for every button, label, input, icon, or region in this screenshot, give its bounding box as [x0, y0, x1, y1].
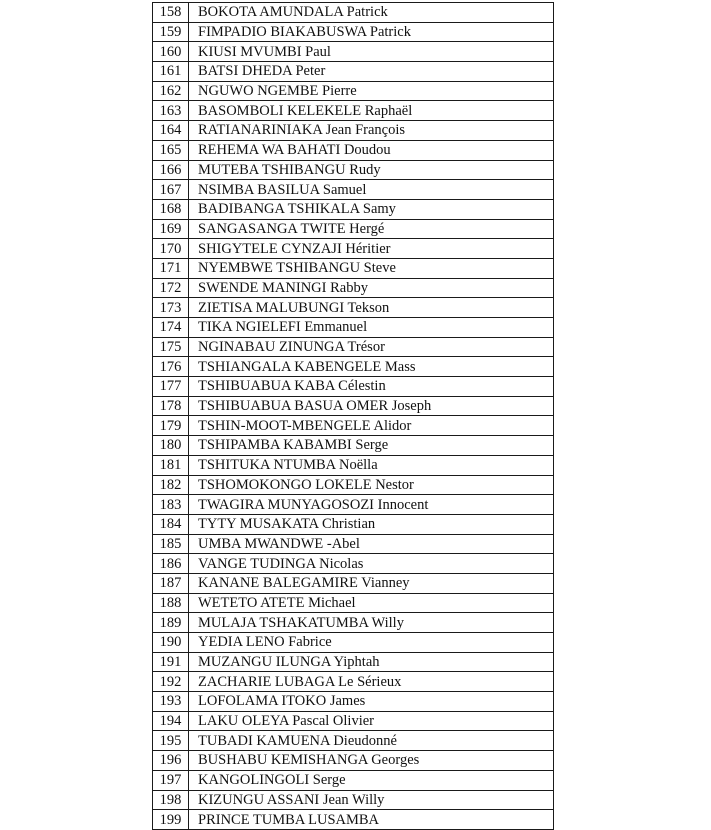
person-name: RATIANARINIAKA Jean François	[189, 121, 554, 141]
person-name: NSIMBA BASILUA Samuel	[189, 180, 554, 200]
person-name: KIZUNGU ASSANI Jean Willy	[189, 790, 554, 810]
person-name: LAKU OLEYA Pascal Olivier	[189, 711, 554, 731]
row-number: 160	[153, 42, 189, 62]
row-number: 158	[153, 3, 189, 23]
name-list-table	[152, 2, 554, 830]
table-row	[153, 790, 554, 810]
row-number: 165	[153, 140, 189, 160]
table-row	[153, 62, 554, 82]
person-name: NYEMBWE TSHIBANGU Steve	[189, 258, 554, 278]
row-number: 184	[153, 514, 189, 534]
table-row	[153, 672, 554, 692]
person-name: MUTEBA TSHIBANGU Rudy	[189, 160, 554, 180]
table-row	[153, 22, 554, 42]
row-number: 175	[153, 337, 189, 357]
table-row	[153, 534, 554, 554]
table-row	[153, 475, 554, 495]
row-number: 163	[153, 101, 189, 121]
row-number: 181	[153, 455, 189, 475]
person-name: FIMPADIO BIAKABUSWA Patrick	[189, 22, 554, 42]
row-number: 179	[153, 416, 189, 436]
table-row	[153, 278, 554, 298]
row-number: 170	[153, 239, 189, 259]
person-name: TIKA NGIELEFI Emmanuel	[189, 318, 554, 338]
person-name: BATSI DHEDA Peter	[189, 62, 554, 82]
person-name: TSHOMOKONGO LOKELE Nestor	[189, 475, 554, 495]
person-name: MULAJA TSHAKATUMBA Willy	[189, 613, 554, 633]
person-name: KANANE BALEGAMIRE Vianney	[189, 573, 554, 593]
person-name: KIUSI MVUMBI Paul	[189, 42, 554, 62]
table-row	[153, 573, 554, 593]
row-number: 174	[153, 318, 189, 338]
person-name: REHEMA WA BAHATI Doudou	[189, 140, 554, 160]
person-name: SWENDE MANINGI Rabby	[189, 278, 554, 298]
row-number: 167	[153, 180, 189, 200]
row-number: 189	[153, 613, 189, 633]
table-row	[153, 258, 554, 278]
person-name: ZACHARIE LUBAGA Le Sérieux	[189, 672, 554, 692]
row-number: 191	[153, 652, 189, 672]
table-row	[153, 396, 554, 416]
row-number: 178	[153, 396, 189, 416]
table-row	[153, 416, 554, 436]
row-number: 176	[153, 357, 189, 377]
table-row	[153, 593, 554, 613]
person-name: WETETO ATETE Michael	[189, 593, 554, 613]
table-row	[153, 751, 554, 771]
person-name: ZIETISA MALUBUNGI Tekson	[189, 298, 554, 318]
table-row	[153, 219, 554, 239]
row-number: 197	[153, 770, 189, 790]
row-number: 199	[153, 810, 189, 830]
row-number: 172	[153, 278, 189, 298]
person-name: MUZANGU ILUNGA Yiphtah	[189, 652, 554, 672]
row-number: 194	[153, 711, 189, 731]
person-name: UMBA MWANDWE -Abel	[189, 534, 554, 554]
table-row	[153, 652, 554, 672]
table-row	[153, 160, 554, 180]
table-row	[153, 318, 554, 338]
row-number: 185	[153, 534, 189, 554]
row-number: 173	[153, 298, 189, 318]
person-name: PRINCE TUMBA LUSAMBA	[189, 810, 554, 830]
person-name: VANGE TUDINGA Nicolas	[189, 554, 554, 574]
row-number: 171	[153, 258, 189, 278]
table-row	[153, 554, 554, 574]
person-name: BUSHABU KEMISHANGA Georges	[189, 751, 554, 771]
table-row	[153, 377, 554, 397]
row-number: 186	[153, 554, 189, 574]
table-row	[153, 3, 554, 23]
table-row	[153, 495, 554, 515]
table-row	[153, 731, 554, 751]
person-name: TYTY MUSAKATA Christian	[189, 514, 554, 534]
person-name: SHIGYTELE CYNZAJI Héritier	[189, 239, 554, 259]
table-body	[153, 3, 554, 830]
person-name: TUBADI KAMUENA Dieudonné	[189, 731, 554, 751]
row-number: 188	[153, 593, 189, 613]
table-row	[153, 101, 554, 121]
row-number: 168	[153, 199, 189, 219]
person-name: TSHIN-MOOT-MBENGELE Alidor	[189, 416, 554, 436]
table-row	[153, 239, 554, 259]
table-row	[153, 298, 554, 318]
table-row	[153, 436, 554, 456]
person-name: BADIBANGA TSHIKALA Samy	[189, 199, 554, 219]
row-number: 164	[153, 121, 189, 141]
table-row	[153, 770, 554, 790]
table-row	[153, 121, 554, 141]
row-number: 196	[153, 751, 189, 771]
person-name: BASOMBOLI KELEKELE Raphaël	[189, 101, 554, 121]
person-name: TSHITUKA NTUMBA Noëlla	[189, 455, 554, 475]
person-name: TSHIPAMBA KABAMBI Serge	[189, 436, 554, 456]
table-row	[153, 180, 554, 200]
row-number: 187	[153, 573, 189, 593]
row-number: 193	[153, 692, 189, 712]
table-row	[153, 514, 554, 534]
person-name: SANGASANGA TWITE Hergé	[189, 219, 554, 239]
person-name: TSHIANGALA KABENGELE Mass	[189, 357, 554, 377]
table-row	[153, 357, 554, 377]
person-name: LOFOLAMA ITOKO James	[189, 692, 554, 712]
row-number: 162	[153, 81, 189, 101]
row-number: 180	[153, 436, 189, 456]
table-row	[153, 692, 554, 712]
row-number: 198	[153, 790, 189, 810]
row-number: 195	[153, 731, 189, 751]
table-row	[153, 337, 554, 357]
table-row	[153, 810, 554, 830]
person-name: YEDIA LENO Fabrice	[189, 633, 554, 653]
row-number: 161	[153, 62, 189, 82]
person-name: BOKOTA AMUNDALA Patrick	[189, 3, 554, 23]
row-number: 182	[153, 475, 189, 495]
row-number: 159	[153, 22, 189, 42]
row-number: 183	[153, 495, 189, 515]
table-row	[153, 42, 554, 62]
table-row	[153, 613, 554, 633]
table-row	[153, 199, 554, 219]
person-name: NGUWO NGEMBE Pierre	[189, 81, 554, 101]
person-name: TSHIBUABUA KABA Célestin	[189, 377, 554, 397]
person-name: TSHIBUABUA BASUA OMER Joseph	[189, 396, 554, 416]
table-row	[153, 140, 554, 160]
table-row	[153, 711, 554, 731]
row-number: 190	[153, 633, 189, 653]
row-number: 177	[153, 377, 189, 397]
table-row	[153, 455, 554, 475]
row-number: 166	[153, 160, 189, 180]
row-number: 169	[153, 219, 189, 239]
table-row	[153, 633, 554, 653]
table-row	[153, 81, 554, 101]
person-name: NGINABAU ZINUNGA Trésor	[189, 337, 554, 357]
person-name: KANGOLINGOLI Serge	[189, 770, 554, 790]
person-name: TWAGIRA MUNYAGOSOZI Innocent	[189, 495, 554, 515]
row-number: 192	[153, 672, 189, 692]
